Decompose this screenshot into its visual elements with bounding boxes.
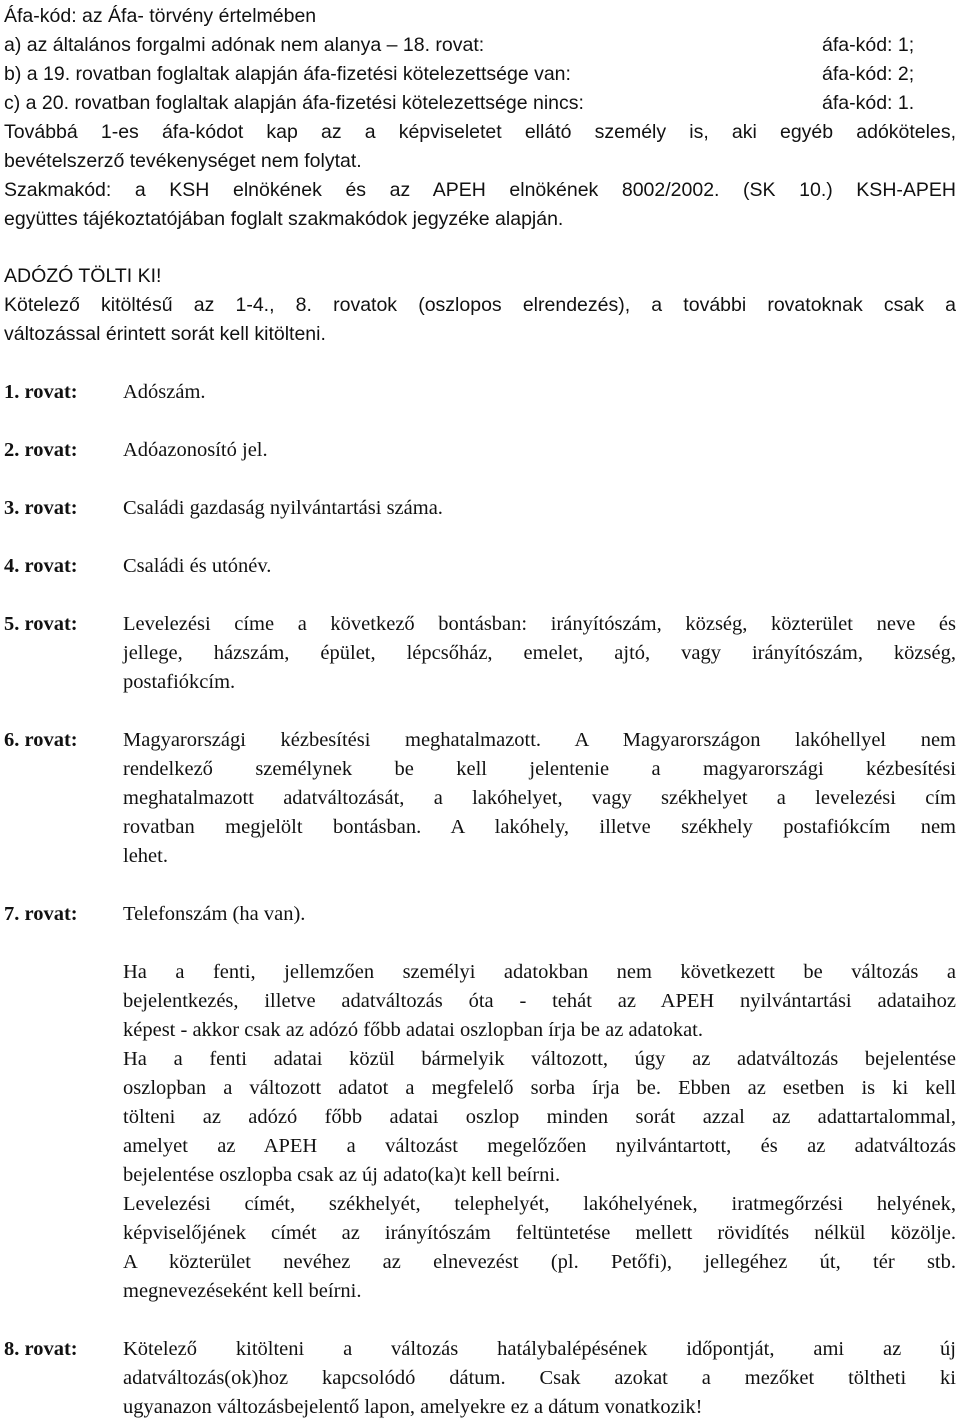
rovat-label: 2. rovat: (4, 439, 78, 461)
rovat-label: 3. rovat: (4, 497, 78, 519)
adozo-line: változással érintett sorát kell kitölteni. (4, 323, 326, 345)
rovat-label: 5. rovat: (4, 613, 78, 635)
afa-item-code: áfa-kód: 1; (822, 34, 915, 56)
rovat-text: jellege, házszám, épület, lépcsőház, emelet, ajtó, vagy irányítószám, község, (123, 642, 956, 664)
adozo-line: Kötelező kitöltésű az 1-4., 8. rovatok (oszlopos elrendezés), a további rovatoknak csak a (4, 294, 956, 316)
rovat-text: Családi gazdaság nyilvántartási száma. (123, 497, 443, 519)
paragraph-line: oszlopban a változott adatot a megfelelő sorba írja be. Ebben az esetben is ki kell (123, 1077, 956, 1099)
paragraph-line: képviselőjének címét az irányítószám feltüntetése mellett rövidítés nélkül közölje. (123, 1222, 956, 1244)
afa-item-code: áfa-kód: 2; (822, 63, 915, 85)
afa-item-c (4, 89, 956, 117)
rovat-text: adatváltozás(ok)hoz kapcsolódó dátum. Csak azokat a mezőket töltheti ki (123, 1367, 956, 1389)
afa-heading: Áfa-kód: az Áfa- törvény értelmében (4, 5, 317, 27)
paragraph-line: bejelentése oszlopba csak az új adato(ka)t kell beírni. (123, 1164, 561, 1186)
rovat-text: rovatban megjelölt bontásban. A lakóhely, illetve székhely postafiókcím nem (123, 816, 956, 838)
rovat-text: ugyanazon változásbejelentő lapon, amelyekre ez a dátum vonatkozik! (123, 1396, 703, 1418)
paragraph-line: bejelentkezés, illetve adatváltozás óta - tehát az APEH nyilvántartási adataihoz (123, 990, 956, 1012)
paragraph-line: tölteni az adózó főbb adatai oszlop minden sorát azzal az adattartalommal, (123, 1106, 956, 1128)
rovat-text: Adóazonosító jel. (123, 439, 268, 461)
szakmakod-line: Szakmakód: a KSH elnökének és az APEH elnökének 8002/2002. (SK 10.) KSH-APEH (4, 179, 956, 201)
adozo-title: ADÓZÓ TÖLTI KI! (4, 265, 162, 287)
rovat-text: Telefonszám (ha van). (123, 903, 306, 925)
paragraph-line: Ha a fenti, jellemzően személyi adatokban nem következett be változás a (123, 961, 956, 983)
paragraph-line: megnevezéseként kell beírni. (123, 1280, 362, 1302)
rovat-text: Adószám. (123, 381, 206, 403)
rovat-text: Levelezési címe a következő bontásban: irányítószám, község, közterület neve és (123, 613, 956, 635)
afa-item-text: b) a 19. rovatban foglaltak alapján áfa-fizetési kötelezettsége van: (4, 63, 571, 85)
rovat-label: 7. rovat: (4, 903, 78, 925)
afa-note-line: bevételszerző tevékenységet nem folytat. (4, 150, 362, 172)
rovat-text: lehet. (123, 845, 168, 867)
paragraph-line: A közterület nevéhez az elnevezést (pl. Petőfi), jellegéhez út, tér stb. (123, 1251, 956, 1273)
paragraph-line: Ha a fenti adatai közül bármelyik változott, úgy az adatváltozás bejelentése (123, 1048, 956, 1070)
afa-item-text: c) a 20. rovatban foglaltak alapján áfa-fizetési kötelezettsége nincs: (4, 92, 584, 114)
paragraph-line: Levelezési címét, székhelyét, telephelyét, lakóhelyének, iratmegőrzési helyének, (123, 1193, 956, 1215)
szakmakod-line: együttes tájékoztatójában foglalt szakmakódok jegyzéke alapján. (4, 208, 564, 230)
rovat-text: Kötelező kitölteni a változás hatálybalépésének időpontját, ami az új (123, 1338, 956, 1360)
afa-item-b (4, 60, 956, 88)
rovat-label: 4. rovat: (4, 555, 78, 577)
rovat-text: Magyarországi kézbesítési meghatalmazott. A Magyarországon lakóhellyel nem (123, 729, 956, 751)
rovat-text: postafiókcím. (123, 671, 236, 693)
rovat-text: meghatalmazott adatváltozását, a lakóhelyet, vagy székhelyet a levelezési cím (123, 787, 956, 809)
rovat-label: 8. rovat: (4, 1338, 78, 1360)
rovat-text: rendelkező személynek be kell jelentenie a magyarországi kézbesítési (123, 758, 956, 780)
afa-item-code: áfa-kód: 1. (822, 92, 915, 114)
rovat-label: 1. rovat: (4, 381, 78, 403)
paragraph-line: képest - akkor csak az adózó főbb adatai oszlopban írja be az adatokat. (123, 1019, 704, 1041)
rovat-text: Családi és utónév. (123, 555, 272, 577)
afa-item-a (4, 31, 956, 59)
paragraph-line: amelyet az APEH a változást megelőzően nyilvántartott, és az adatváltozás (123, 1135, 956, 1157)
afa-note-line: Továbbá 1-es áfa-kódot kap az a képviseletet ellátó személy is, aki egyéb adóköteles, (4, 121, 956, 143)
afa-item-text: a) az általános forgalmi adónak nem alanya – 18. rovat: (4, 34, 485, 56)
rovat-label: 6. rovat: (4, 729, 78, 751)
